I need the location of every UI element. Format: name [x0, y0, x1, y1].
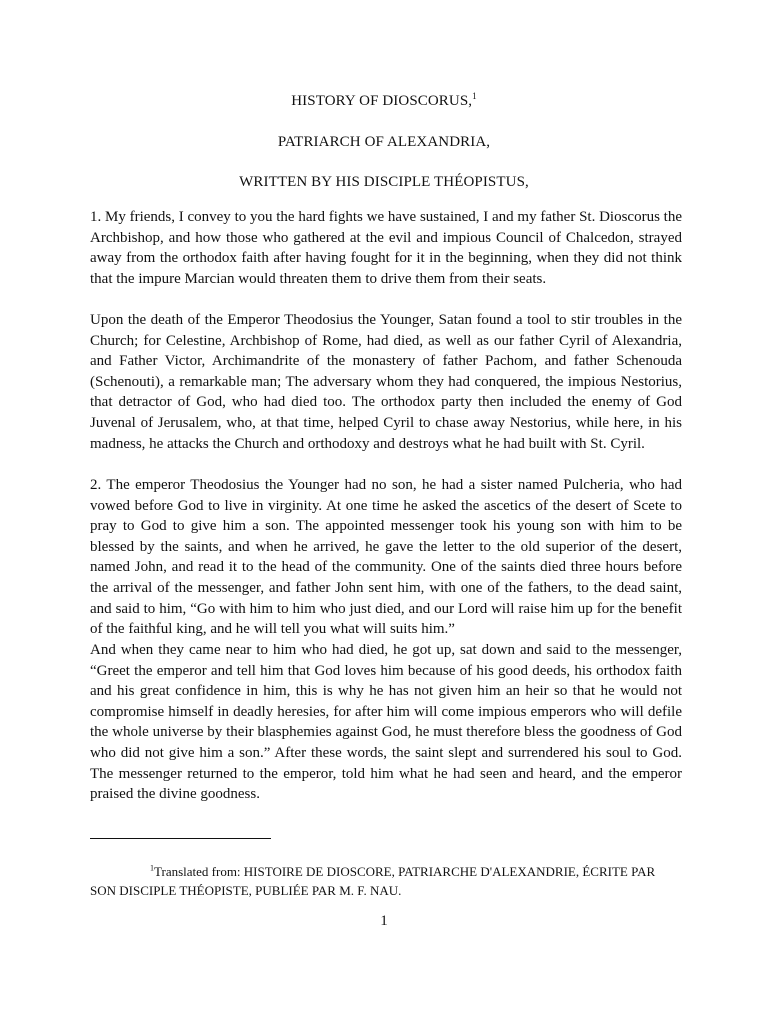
page-number: 1 [380, 913, 388, 929]
paragraph-1: 1. My friends, I convey to you the hard fights we have sustained, I and my father St. Dioscorus the Archbishop, and how those who gathered at the evil and impious Council of Chalcedon, strayed away from the orthodox faith after having fought for it in the beginning, when they did not think that the impure Marcian would threaten them to drive them from their seats. [90, 209, 682, 287]
footnote-lead: Translated from: [154, 864, 244, 879]
paragraph-4: And when they came near to him who had died, he got up, sat down and said to the messenger, “Greet the emperor and tell him that God loves him because of his good deeds, his orthodox faith and his great confidence in him, this is why he has not given him an heir so that he would not compromise himself in deadly heresies, for after him will come impious emperors who will defile the whole universe by their blasphemies against God, he must therefore bless the goodness of God who did not give him a son.” After these words, the saint slept and surrendered his soul to God. The messenger returned to the emperor, told him what he had seen and heard, and the emperor praised the divine goodness. [90, 642, 682, 803]
title-text: HISTORY OF DIOSCORUS, [291, 93, 473, 109]
footnote-ref: 1 [472, 91, 477, 101]
paragraph-3: 2. The emperor Theodosius the Younger had no son, he had a sister named Pulcheria, who had vowed before God to live in virginity. At one time he asked the ascetics of the desert of Scete to pray to God to give him a son. The appointed messenger took his young son with him to be blessed by the saints, and when he arrived, he gave the letter to the old superior of the desert, named John, and read it to the head of the community. One of the saints died three hours before the arrival of the messenger, and father John sent him, with one of the fathers, to the dead saint, and said to him, “Go with him to him who just died, and our Lord will raise him up for the benefit of the faithful king, and he will tell you what will suits him.” [90, 477, 682, 638]
footnote-marker: 1 [150, 863, 154, 873]
title-line-3: WRITTEN BY HIS DISCIPLE THÉOPISTUS, [239, 174, 529, 190]
title-line-1 [0, 92, 768, 110]
footnote [90, 862, 682, 900]
paragraph-2: Upon the death of the Emperor Theodosius the Younger, Satan found a tool to stir troubles in the Church; for Celestine, Archbishop of Rome, had died, as well as our father Cyril of Alexandria, and Father Victor, Archimandrite of the monastery of father Pachom, and father Schenouda (Schenouti), a remarkable man; The adversary whom they had conquered, the impious Nestorius, that detractor of God, who had died too. The orthodox party then included the enemy of God Juvenal of Jerusalem, who, at that time, helped Cyril to chase away Nestorius, while here, in his madness, he attacks the Church and orthodoxy and destroys what he had built with St. Cyril. [90, 312, 682, 452]
footnote-divider [90, 838, 271, 839]
title-line-2: PATRIARCH OF ALEXANDRIA, [277, 134, 491, 150]
footnote-text: HISTOIRE DE DIOSCORE, PATRIARCHE D'ALEXANDRIE, ÉCRITE PAR SON DISCIPLE THÉOPISTE, PUBLIÉE PAR M. F. NAU. [90, 864, 656, 898]
